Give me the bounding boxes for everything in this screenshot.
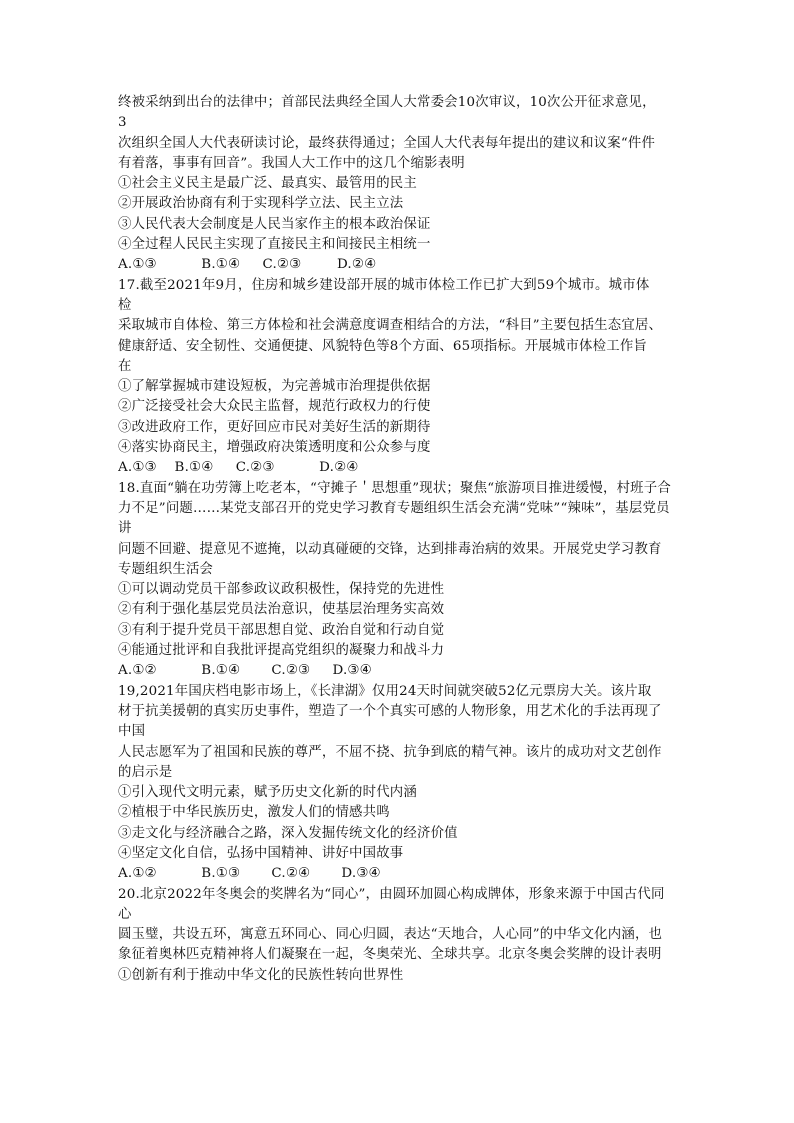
exam-page — [118, 93, 684, 986]
text-line: 健康舒适、安全韧性、交通便捷、风貌特色等8个方面、65项指标。开展城市体检工作旨 — [118, 338, 648, 354]
choice-item: ③改进政府工作，更好回应市民对美好生活的新期待 — [118, 419, 431, 435]
text-line: 中国 — [118, 724, 146, 740]
text-line: 终被采纳到出台的法律中；首部民法典经全国人大常委会10次审议，10次公开征求意见， — [118, 95, 656, 110]
answer-options: A.①③ B.①④ C.②③ D.②④ — [118, 257, 377, 273]
choice-item: ①引入现代文明元素，赋予历史文化新的时代内涵 — [118, 785, 417, 801]
choice-item: ①了解掌握城市建设短板，为完善城市治理提供依据 — [118, 379, 431, 395]
choice-item: ④全过程人民民主实现了直接民主和间接民主相统一 — [118, 237, 431, 253]
answer-options: A.①② B.①③ C.②④ D.③④ — [118, 866, 381, 882]
question-17 — [118, 276, 684, 479]
question-19 — [118, 682, 684, 885]
question-16-tail — [118, 93, 684, 276]
text-line: 圆玉璧，共设五环，寓意五环同心、同心归圆，表达“天地合，人心同”的中华文化内涵，也 — [118, 927, 663, 943]
question-stem: 17.截至2021年9月，住房和城乡建设部开展的城市体检工作已扩大到59个城市。城市体 — [118, 277, 650, 293]
choice-item: ②开展政治协商有利于实现科学立法、民主立法 — [118, 196, 404, 212]
text-line: 在 — [118, 358, 132, 374]
text-line: 问题不回避、提意见不遮掩，以动真碰硬的交锋，达到排毒治病的效果。开展党史学习教育 — [118, 541, 662, 557]
choice-item: ④落实协商民主，增强政府决策透明度和公众参与度 — [118, 440, 431, 456]
text-line: 象征着奥林匹克精神将人们凝聚在一起，冬奥荣光、全球共享。北京冬奥会奖牌的设计表明 — [118, 947, 662, 963]
answer-options: A.①② B.①④ C.②③ D.③④ — [118, 663, 372, 679]
text-line: 的启示是 — [118, 764, 173, 780]
choice-item: ①创新有利于推动中华文化的民族性转向世界性 — [118, 967, 404, 983]
choice-item: ③人民代表大会制度是人民当家作主的根本政治保证 — [118, 216, 431, 232]
text-line: 心 — [118, 906, 132, 922]
choice-item: ①可以调动党员干部参政议政积极性，保持党的先进性 — [118, 582, 445, 598]
question-18 — [118, 479, 684, 682]
question-stem: 18.直面“躺在功劳簿上吃老本，“守摊子＇思想重”现状；聚焦“旅游项目推进缓慢，村班子合 — [118, 480, 671, 496]
text-line: 材于抗美援朝的真实历史事件，塑造了一个个真实可感的人物形象，用艺术化的手法再现了 — [118, 703, 662, 719]
choice-item: ②广泛接受社会大众民主监督，规范行政权力的行使 — [118, 399, 431, 415]
text-line: 有着落，事事有回音”。我国人大工作中的这几个缩影表明 — [118, 155, 465, 171]
text-line: 讲 — [118, 521, 132, 537]
text-line: 检 — [118, 297, 132, 313]
text-line: 专题组织生活会 — [118, 561, 214, 577]
text-line: 人民志愿军为了祖国和民族的尊严，不屈不挠、抗争到底的精气神。该片的成功对文艺创作 — [118, 744, 662, 760]
answer-options: A.①③ B.①④ C.②③ D.②④ — [118, 460, 359, 476]
choice-item: ③有利于提升党员干部思想自觉、政治自觉和行动自觉 — [118, 622, 445, 638]
question-20 — [118, 885, 684, 986]
question-stem: 20.北京2022年冬奥会的奖牌名为“同心”，由圆环加圆心构成牌体，形象来源于中国古代同 — [118, 886, 665, 902]
choice-item: ③走文化与经济融合之路，深入发掘传统文化的经济价值 — [118, 825, 458, 841]
choice-item: ①社会主义民主是最广泛、最真实、最管用的民主 — [118, 176, 417, 192]
choice-item: ②植根于中华民族历史，激发人们的情感共鸣 — [118, 805, 390, 821]
choice-item: ④坚定文化自信，弘扬中国精神、讲好中国故事 — [118, 845, 404, 861]
text-line: 采取城市自体检、第三方体检和社会满意度调查相结合的方法，“科目”主要包括生态宜居、 — [118, 318, 663, 334]
text-line: 次组织全国人大代表研读讨论，最终获得通过；全国人大代表每年提出的建议和议案“件件 — [118, 135, 656, 151]
choice-item: ④能通过批评和自我批评提高党组织的凝聚力和战斗力 — [118, 643, 445, 659]
text-line: 力不足”问题……某党支部召开的党史学习教育专题组织生活会充满“党味”“辣味”，基层党员 — [118, 500, 670, 516]
question-stem: 19,2021年国庆档电影市场上，《长津湖》仅用24天时间就突破52亿元票房大关。该片取 — [118, 683, 652, 699]
text-line: 3 — [118, 115, 127, 131]
choice-item: ②有利于强化基层党员法治意识，使基层治理务实高效 — [118, 602, 445, 618]
